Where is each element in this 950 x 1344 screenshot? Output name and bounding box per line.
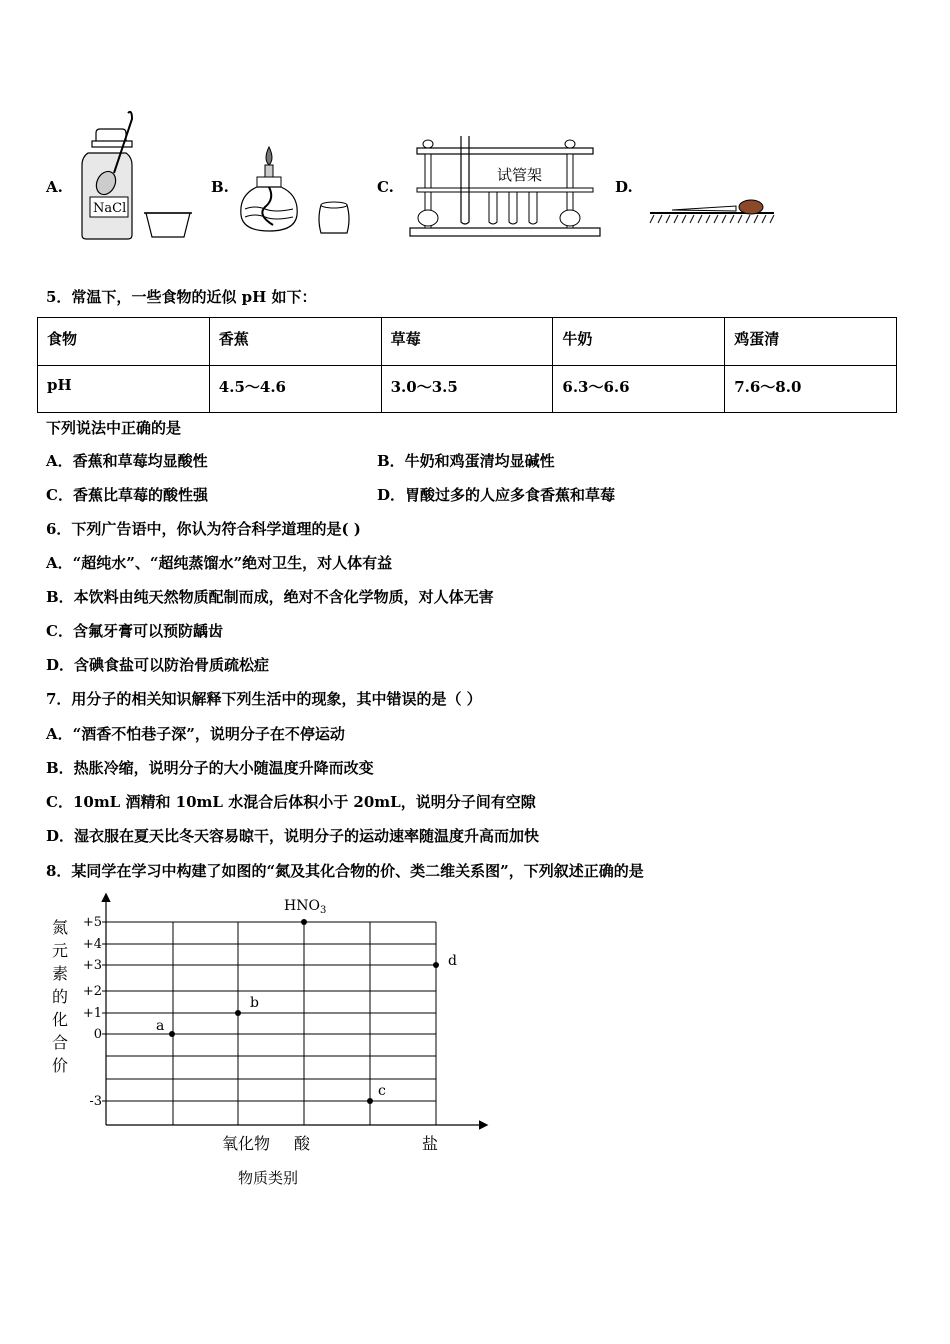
q6-option-b: B．本饮料由纯天然物质配制而成，绝对不含化学物质，对人体无害: [46, 588, 494, 606]
y-axis-label-char: 氮: [51, 918, 69, 937]
x-category-label: 氧化物: [221, 1134, 271, 1153]
y-tick-label: +1: [82, 1006, 102, 1021]
q5-option-c: C．香蕉比草莓的酸性强: [46, 486, 208, 504]
reagent-jar-icon: [70, 105, 200, 245]
data-point-label: b: [250, 995, 259, 1011]
x-axis-title: 物质类别: [237, 1169, 299, 1187]
nacl-label: NaCl: [93, 201, 127, 216]
table-cell: 3.0～3.5: [381, 365, 553, 413]
x-category-label: 盐: [421, 1134, 439, 1153]
dropper-icon: [648, 195, 778, 227]
y-tick-label: 0: [93, 1027, 102, 1042]
rack-label: 试管架: [497, 166, 543, 184]
y-axis-label-char: 素: [51, 964, 69, 983]
q6-option-c: C．含氟牙膏可以预防龋齿: [46, 622, 223, 640]
data-point-d: [433, 962, 439, 968]
y-tick-label: +5: [82, 915, 102, 930]
y-tick-label: +3: [82, 958, 102, 973]
q7-option-c: C．10mL 酒精和 10mL 水混合后体积小于 20mL，说明分子间有空隙: [46, 793, 536, 811]
table-row: [38, 365, 897, 413]
data-point-label: d: [448, 953, 457, 969]
q7-stem: 7．用分子的相关知识解释下列生活中的现象，其中错误的是（ ）: [46, 690, 482, 708]
nitrogen-valence-chart: [40, 885, 510, 1195]
q7-option-b: B．热胀冷缩，说明分子的大小随温度升降而改变: [46, 759, 374, 777]
data-point-c: [367, 1098, 373, 1104]
table-header-cell: 食物: [38, 318, 210, 366]
q6-option-a: A．“超纯水”、“超纯蒸馏水”绝对卫生，对人体有益: [46, 554, 393, 572]
data-point-a: [169, 1031, 175, 1037]
y-tick-label: +2: [82, 984, 102, 999]
y-axis-label-char: 元: [51, 941, 69, 960]
q5-option-d: D．胃酸过多的人应多食香蕉和草莓: [377, 486, 616, 504]
table-header-cell: 牛奶: [553, 318, 725, 366]
q5-option-b: B．牛奶和鸡蛋清均显碱性: [377, 452, 555, 470]
y-tick-label: -3: [89, 1094, 102, 1109]
y-axis-label-char: 的: [51, 987, 69, 1006]
table-cell: 6.3～6.6: [553, 365, 725, 413]
q5-prompt: 下列说法中正确的是: [46, 419, 182, 437]
table-header-row: [38, 318, 897, 366]
q7-option-d: D．湿衣服在夏天比冬天容易晾干，说明分子的运动速率随温度升高而加快: [46, 827, 540, 845]
table-header-cell: 鸡蛋清: [725, 318, 897, 366]
table-header-cell: 草莓: [381, 318, 553, 366]
q6-stem: 6．下列广告语中，你认为符合科学道理的是( ): [46, 520, 361, 538]
option-a-label: A.: [46, 178, 63, 196]
option-b-label: B.: [211, 178, 229, 196]
table-cell: 4.5～4.6: [209, 365, 381, 413]
y-axis-label-char: 化: [51, 1010, 69, 1029]
q7-option-a: A．“酒香不怕巷子深”，说明分子在不停运动: [46, 725, 345, 743]
q5-option-a: A．香蕉和草莓均显酸性: [46, 452, 208, 470]
y-axis-label: [52, 918, 68, 1075]
data-point-label: $HNO_3$: [284, 898, 327, 916]
data-point-label: a: [156, 1018, 165, 1034]
option-d-label: D.: [615, 178, 633, 196]
q5-stem: 5．常温下，一些食物的近似 pH 如下：: [46, 288, 317, 306]
x-category-label: 酸: [293, 1134, 311, 1153]
data-point-label: c: [378, 1083, 386, 1099]
q6-option-d: D．含碘食盐可以防治骨质疏松症: [46, 656, 270, 674]
option-c-label: C.: [377, 178, 394, 196]
table-header-cell: 香蕉: [209, 318, 381, 366]
data-point-hno3: [301, 919, 307, 925]
data-point-b: [235, 1010, 241, 1016]
test-tube-rack-icon: [405, 130, 605, 242]
alcohol-lamp-icon: [235, 135, 360, 240]
y-tick-label: +4: [82, 937, 102, 952]
y-axis-label-char: 合: [51, 1033, 69, 1052]
table-cell: 7.6～8.0: [725, 365, 897, 413]
table-cell: pH: [38, 365, 210, 413]
y-axis-label-char: 价: [51, 1056, 69, 1075]
ph-table: [37, 317, 897, 413]
q8-stem: 8．某同学在学习中构建了如图的“氮及其化合物的价、类二维关系图”，下列叙述正确的是: [46, 862, 644, 880]
